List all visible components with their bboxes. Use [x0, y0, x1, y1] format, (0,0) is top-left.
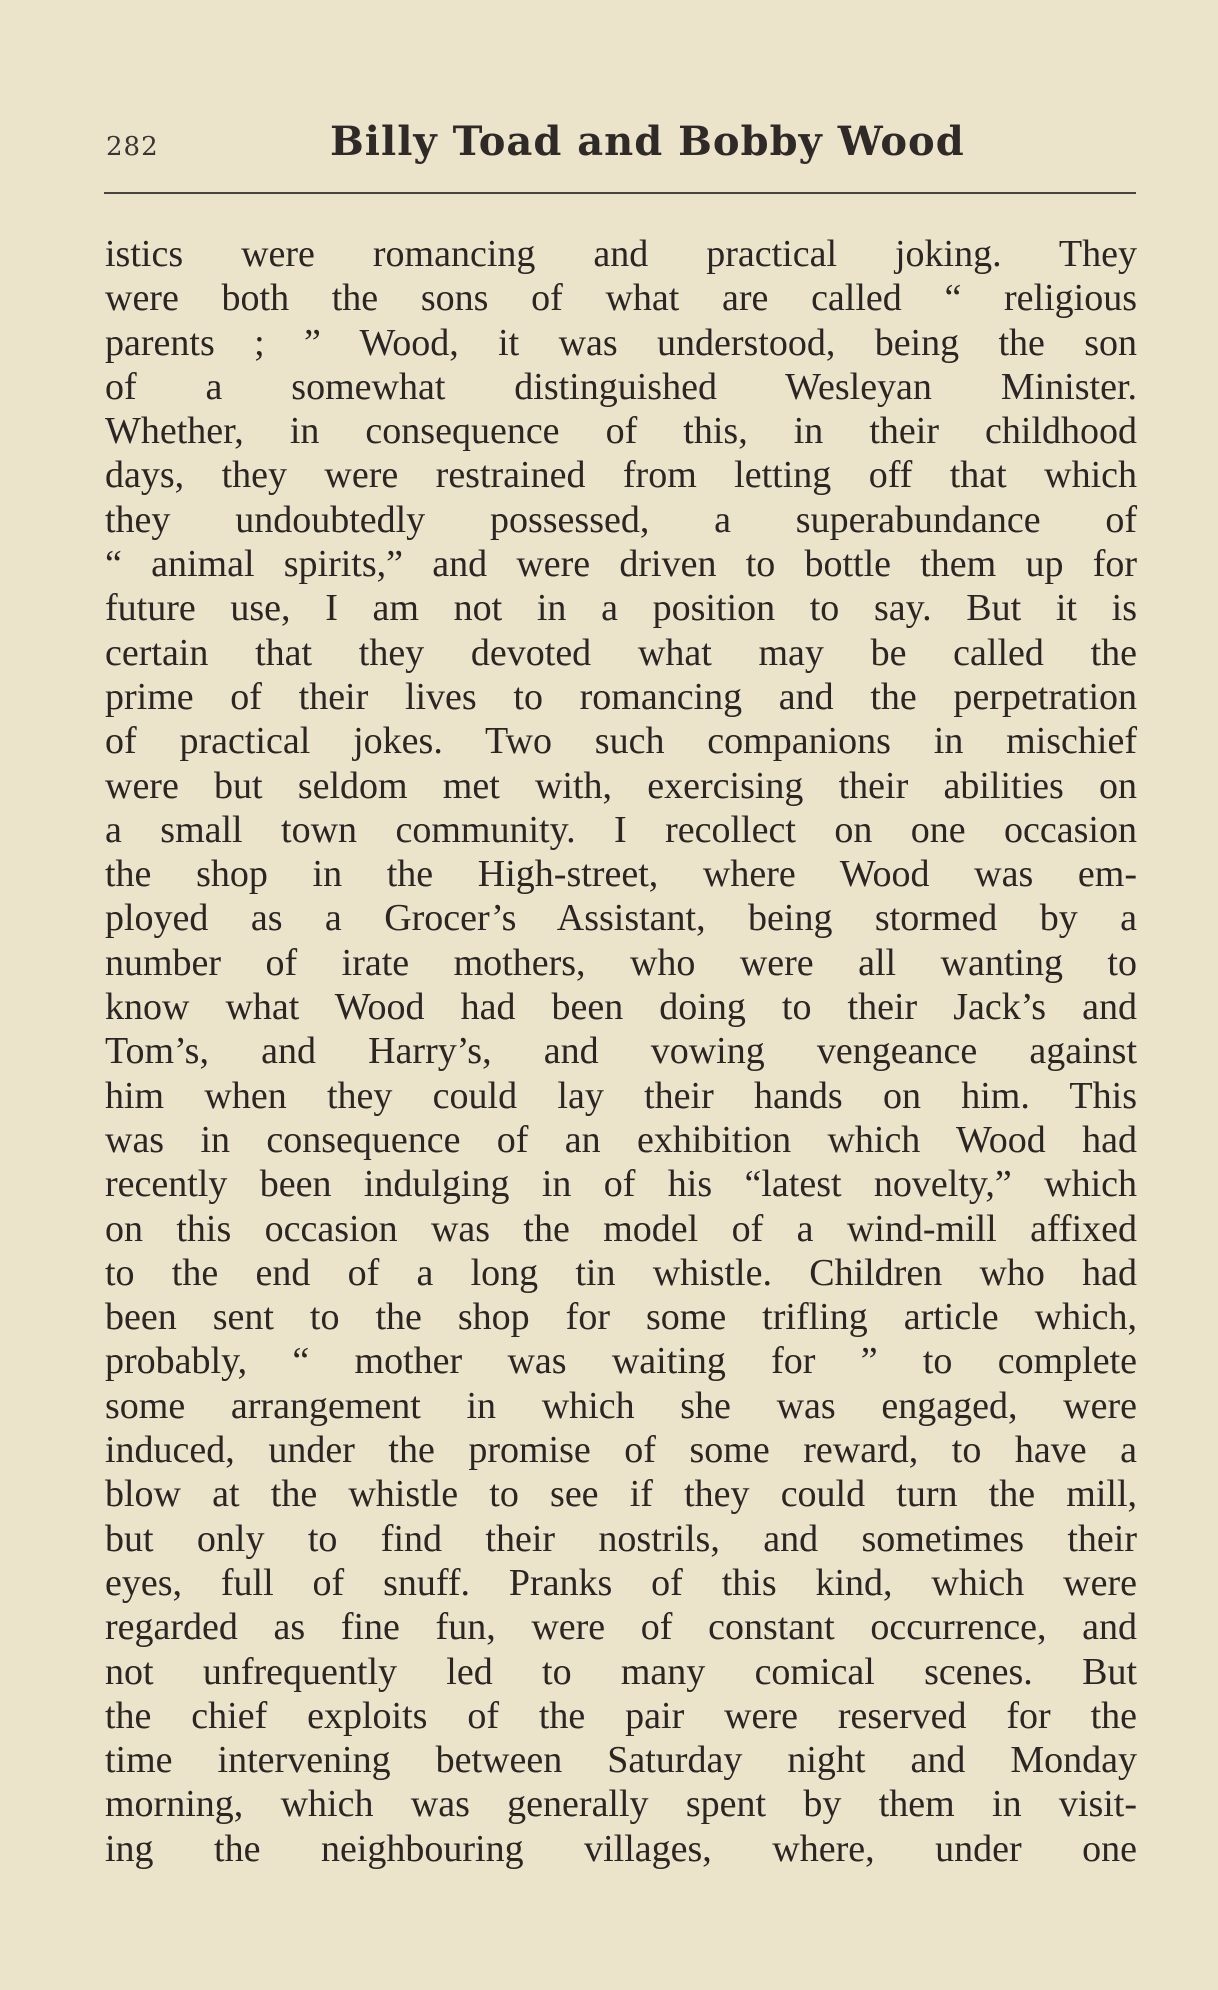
text-line: eyes, full of snuff. Pranks of this kind, which were	[105, 1561, 1137, 1604]
running-title: Billy Toad and Bobby Wood	[330, 118, 965, 165]
text-line: of a somewhat distinguished Wesleyan Minister.	[105, 365, 1137, 408]
text-line: blow at the whistle to see if they could turn the mill,	[105, 1473, 1137, 1516]
text-line: regarded as fine fun, were of constant occurrence, and	[105, 1606, 1137, 1649]
text-line: Whether, in consequence of this, in their childhood	[105, 410, 1137, 453]
text-line: but only to find their nostrils, and sometimes their	[105, 1517, 1137, 1560]
text-line: been sent to the shop for some trifling article which,	[105, 1296, 1137, 1339]
text-line: certain that they devoted what may be called the	[105, 631, 1137, 674]
text-line: not unfrequently led to many comical scenes. But	[105, 1650, 1137, 1693]
page-number: 282	[106, 132, 159, 162]
text-line: time intervening between Saturday night and Monday	[105, 1739, 1137, 1782]
text-line: Tom’s, and Harry’s, and vowing vengeance against	[105, 1030, 1137, 1073]
text-line: ing the neighbouring villages, where, under one	[105, 1827, 1137, 1870]
text-line: to the end of a long tin whistle. Children who had	[105, 1251, 1137, 1294]
text-line: the shop in the High-street, where Wood was em-	[105, 853, 1137, 896]
text-line: induced, under the promise of some reward, to have a	[105, 1429, 1137, 1472]
running-header	[106, 118, 1136, 168]
text-line: on this occasion was the model of a wind-mill affixed	[105, 1207, 1137, 1250]
text-line: some arrangement in which she was engaged, were	[105, 1384, 1137, 1427]
text-line: recently been indulging in of his “latest novelty,” which	[105, 1163, 1137, 1206]
text-line: they undoubtedly possessed, a superabundance of	[105, 498, 1137, 541]
text-line: him when they could lay their hands on him. This	[105, 1074, 1137, 1117]
text-line: probably, “ mother was waiting for ” to complete	[105, 1340, 1137, 1383]
text-line: days, they were restrained from letting off that which	[105, 454, 1137, 497]
text-line: were but seldom met with, exercising their abilities on	[105, 764, 1137, 807]
text-line: morning, which was generally spent by them in visit-	[105, 1783, 1137, 1826]
text-line: was in consequence of an exhibition which Wood had	[105, 1118, 1137, 1161]
text-line: ployed as a Grocer’s Assistant, being stormed by a	[105, 897, 1137, 940]
text-line: istics were romancing and practical joking. They	[105, 233, 1137, 275]
body-text	[105, 232, 1137, 1871]
text-line: prime of their lives to romancing and the perpetration	[105, 675, 1137, 718]
text-line: of practical jokes. Two such companions in mischief	[105, 720, 1137, 763]
text-line: future use, I am not in a position to say. But it is	[105, 587, 1137, 630]
header-rule	[104, 192, 1136, 194]
text-line: the chief exploits of the pair were reserved for the	[105, 1694, 1137, 1737]
text-line: parents ; ” Wood, it was understood, being the son	[105, 321, 1137, 364]
text-line: a small town community. I recollect on one occasion	[105, 808, 1137, 851]
text-line: know what Wood had been doing to their Jack’s and	[105, 986, 1137, 1029]
text-line: were both the sons of what are called “ religious	[105, 277, 1137, 320]
text-line: number of irate mothers, who were all wanting to	[105, 941, 1137, 984]
text-line: “ animal spirits,” and were driven to bottle them up for	[105, 543, 1137, 586]
